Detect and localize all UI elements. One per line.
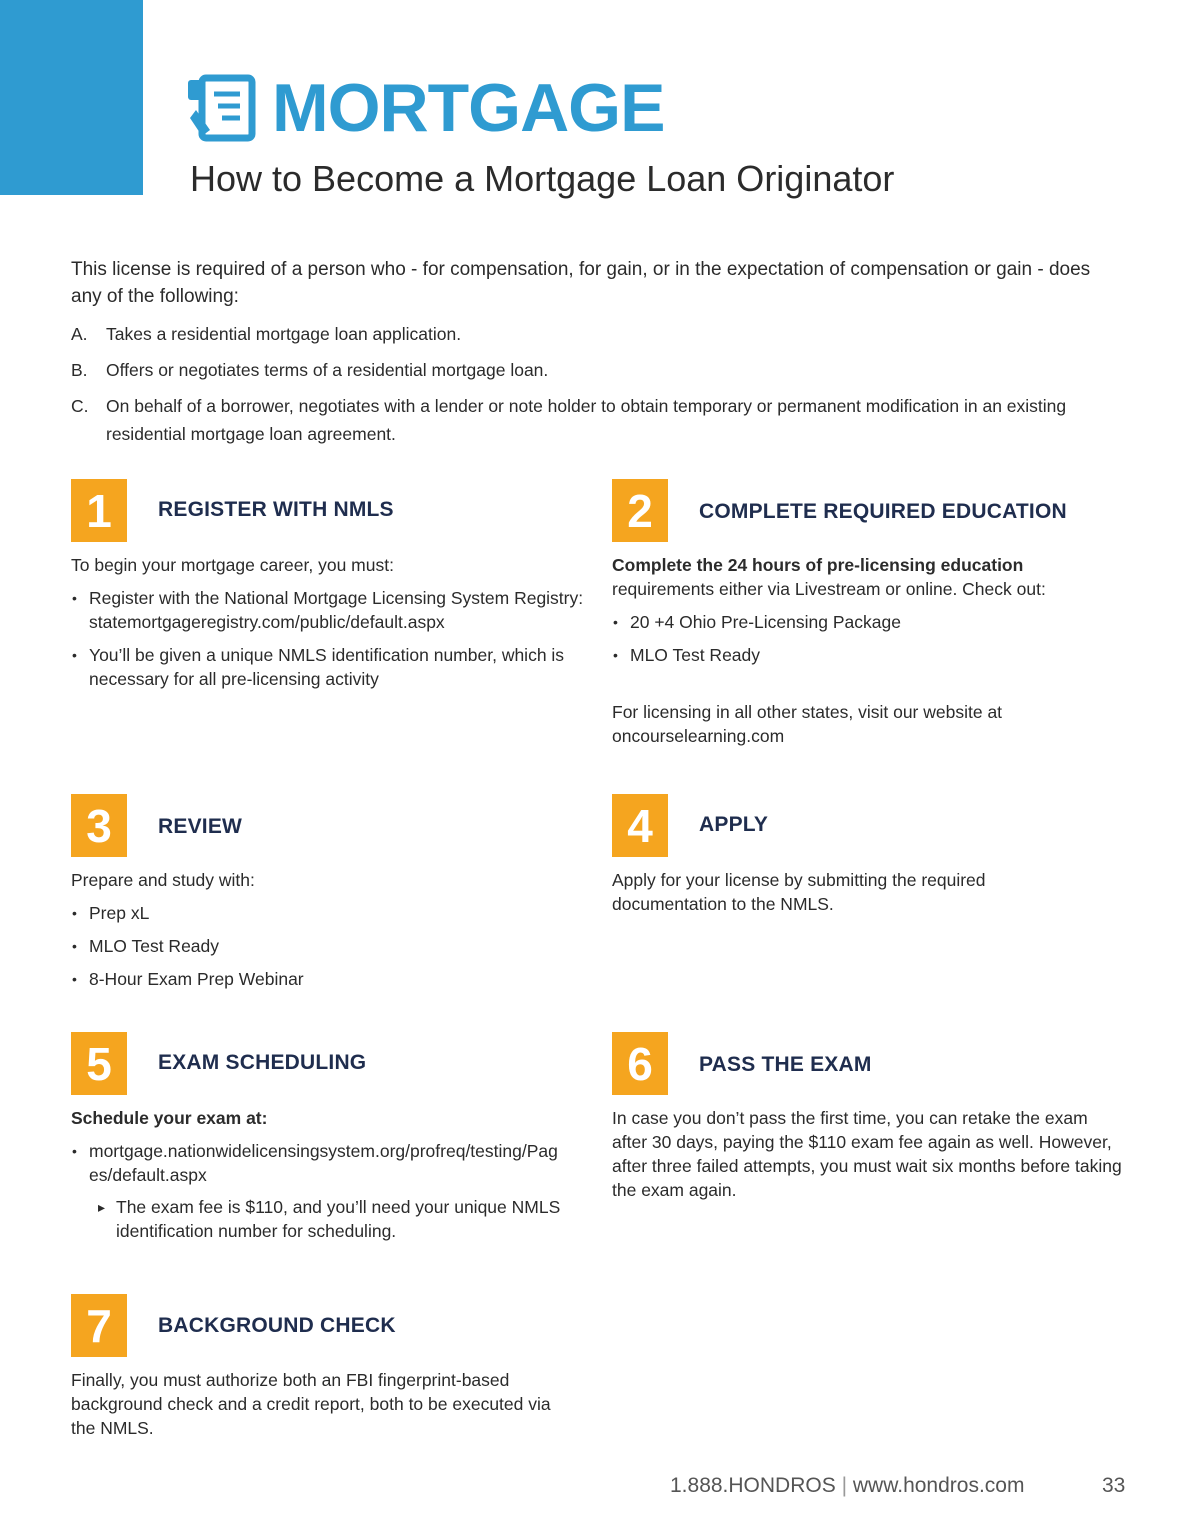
brand-logo xyxy=(188,72,664,144)
intro-text: This license is required of a person who - for compensation, for gain, or in the expectation of compensation or gain - does any of the following: xyxy=(71,259,1091,307)
step-number-badge: 3 xyxy=(71,794,127,857)
list-item: • You’ll be given a unique NMLS identification number, which is necessary for all pre-licensing activity xyxy=(71,643,586,691)
step-note: For licensing in all other states, visit our website at oncourselearning.com xyxy=(612,702,1003,746)
item-letter: A. xyxy=(71,324,88,344)
step-title: BACKGROUND CHECK xyxy=(158,1314,396,1337)
footer-separator: | xyxy=(841,1474,848,1497)
step-body xyxy=(612,868,1052,916)
step-title: REGISTER WITH NMLS xyxy=(158,498,394,521)
list-item: • 8-Hour Exam Prep Webinar xyxy=(71,967,586,991)
item-text: Takes a residential mortgage loan application. xyxy=(106,324,462,344)
brand-title: MORTGAGE xyxy=(272,70,665,146)
step-body xyxy=(71,553,586,700)
intro-list xyxy=(71,320,1121,456)
step-number-badge: 2 xyxy=(612,479,668,542)
step-number-badge: 6 xyxy=(612,1032,668,1095)
step-lead: To begin your mortgage career, you must: xyxy=(71,555,394,575)
bullet-list xyxy=(71,1139,561,1243)
step-number-badge: 7 xyxy=(71,1294,127,1357)
sub-list-item: ▸ The exam fee is $110, and you’ll need your unique NMLS identification number for scheduling. xyxy=(89,1195,561,1243)
step-body xyxy=(71,1368,561,1440)
page-subtitle: How to Become a Mortgage Loan Originator xyxy=(190,158,895,199)
step-title: REVIEW xyxy=(158,815,243,838)
step-text: In case you don’t pass the first time, you can retake the exam after 30 days, paying the $110 exam fee again as well. However, after three failed attempts, you must wait six months before taking the exam again. xyxy=(612,1108,1122,1200)
sub-bullet-list xyxy=(89,1195,561,1243)
step-text: Finally, you must authorize both an FBI fingerprint-based background check and a credit report, both to be executed via the NMLS. xyxy=(71,1370,551,1438)
corner-accent-block xyxy=(0,0,143,195)
item-letter: B. xyxy=(71,360,88,380)
step-lead-bold: Schedule your exam at: xyxy=(71,1108,268,1128)
footer-contact xyxy=(670,1474,1024,1498)
page-number: 33 xyxy=(1102,1474,1126,1497)
step-body xyxy=(71,1106,561,1252)
step-text: Apply for your license by submitting the required documentation to the NMLS. xyxy=(612,870,986,914)
step-body xyxy=(612,553,1112,748)
list-item xyxy=(71,320,1121,348)
exam-scheduling-url: mortgage.nationwidelicensingsystem.org/profreq/testing/Pages/default.aspx xyxy=(89,1141,558,1185)
item-text: Offers or negotiates terms of a residential mortgage loan. xyxy=(106,360,549,380)
step-lead-bold: Complete the 24 hours of pre-licensing education xyxy=(612,555,1024,575)
step-body xyxy=(71,868,586,1000)
step-title: EXAM SCHEDULING xyxy=(158,1051,367,1074)
list-item xyxy=(71,1139,561,1243)
bullet-list xyxy=(71,901,586,991)
list-item xyxy=(71,392,1121,448)
bullet-list xyxy=(71,586,586,691)
list-item xyxy=(71,356,1121,384)
list-item: • 20 +4 Ohio Pre-Licensing Package xyxy=(612,610,1112,634)
step-number-badge: 5 xyxy=(71,1032,127,1095)
list-item: • Prep xL xyxy=(71,901,586,925)
step-number-badge: 4 xyxy=(612,794,668,857)
step-title: APPLY xyxy=(699,813,769,836)
step-title: PASS THE EXAM xyxy=(699,1053,872,1076)
step-lead: Prepare and study with: xyxy=(71,870,255,890)
list-item: • MLO Test Ready xyxy=(71,934,586,958)
list-item: • MLO Test Ready xyxy=(612,643,1112,667)
list-item: • Register with the National Mortgage Licensing System Registry: statemortgageregistry.com/public/default.aspx xyxy=(71,586,586,634)
document-pen-icon xyxy=(188,72,260,144)
footer-phone: 1.888.HONDROS xyxy=(670,1474,836,1497)
step-title: COMPLETE REQUIRED EDUCATION xyxy=(699,500,1067,523)
step-body xyxy=(612,1106,1127,1202)
bullet-list xyxy=(612,610,1112,667)
step-number-badge: 1 xyxy=(71,479,127,542)
item-text: On behalf of a borrower, negotiates with a lender or note holder to obtain temporary or permanent modification in an existing residential mortgage loan agreement. xyxy=(106,396,1067,444)
step-lead: requirements either via Livestream or online. Check out: xyxy=(612,579,1046,599)
footer-website: www.hondros.com xyxy=(852,1474,1025,1497)
item-letter: C. xyxy=(71,396,89,416)
